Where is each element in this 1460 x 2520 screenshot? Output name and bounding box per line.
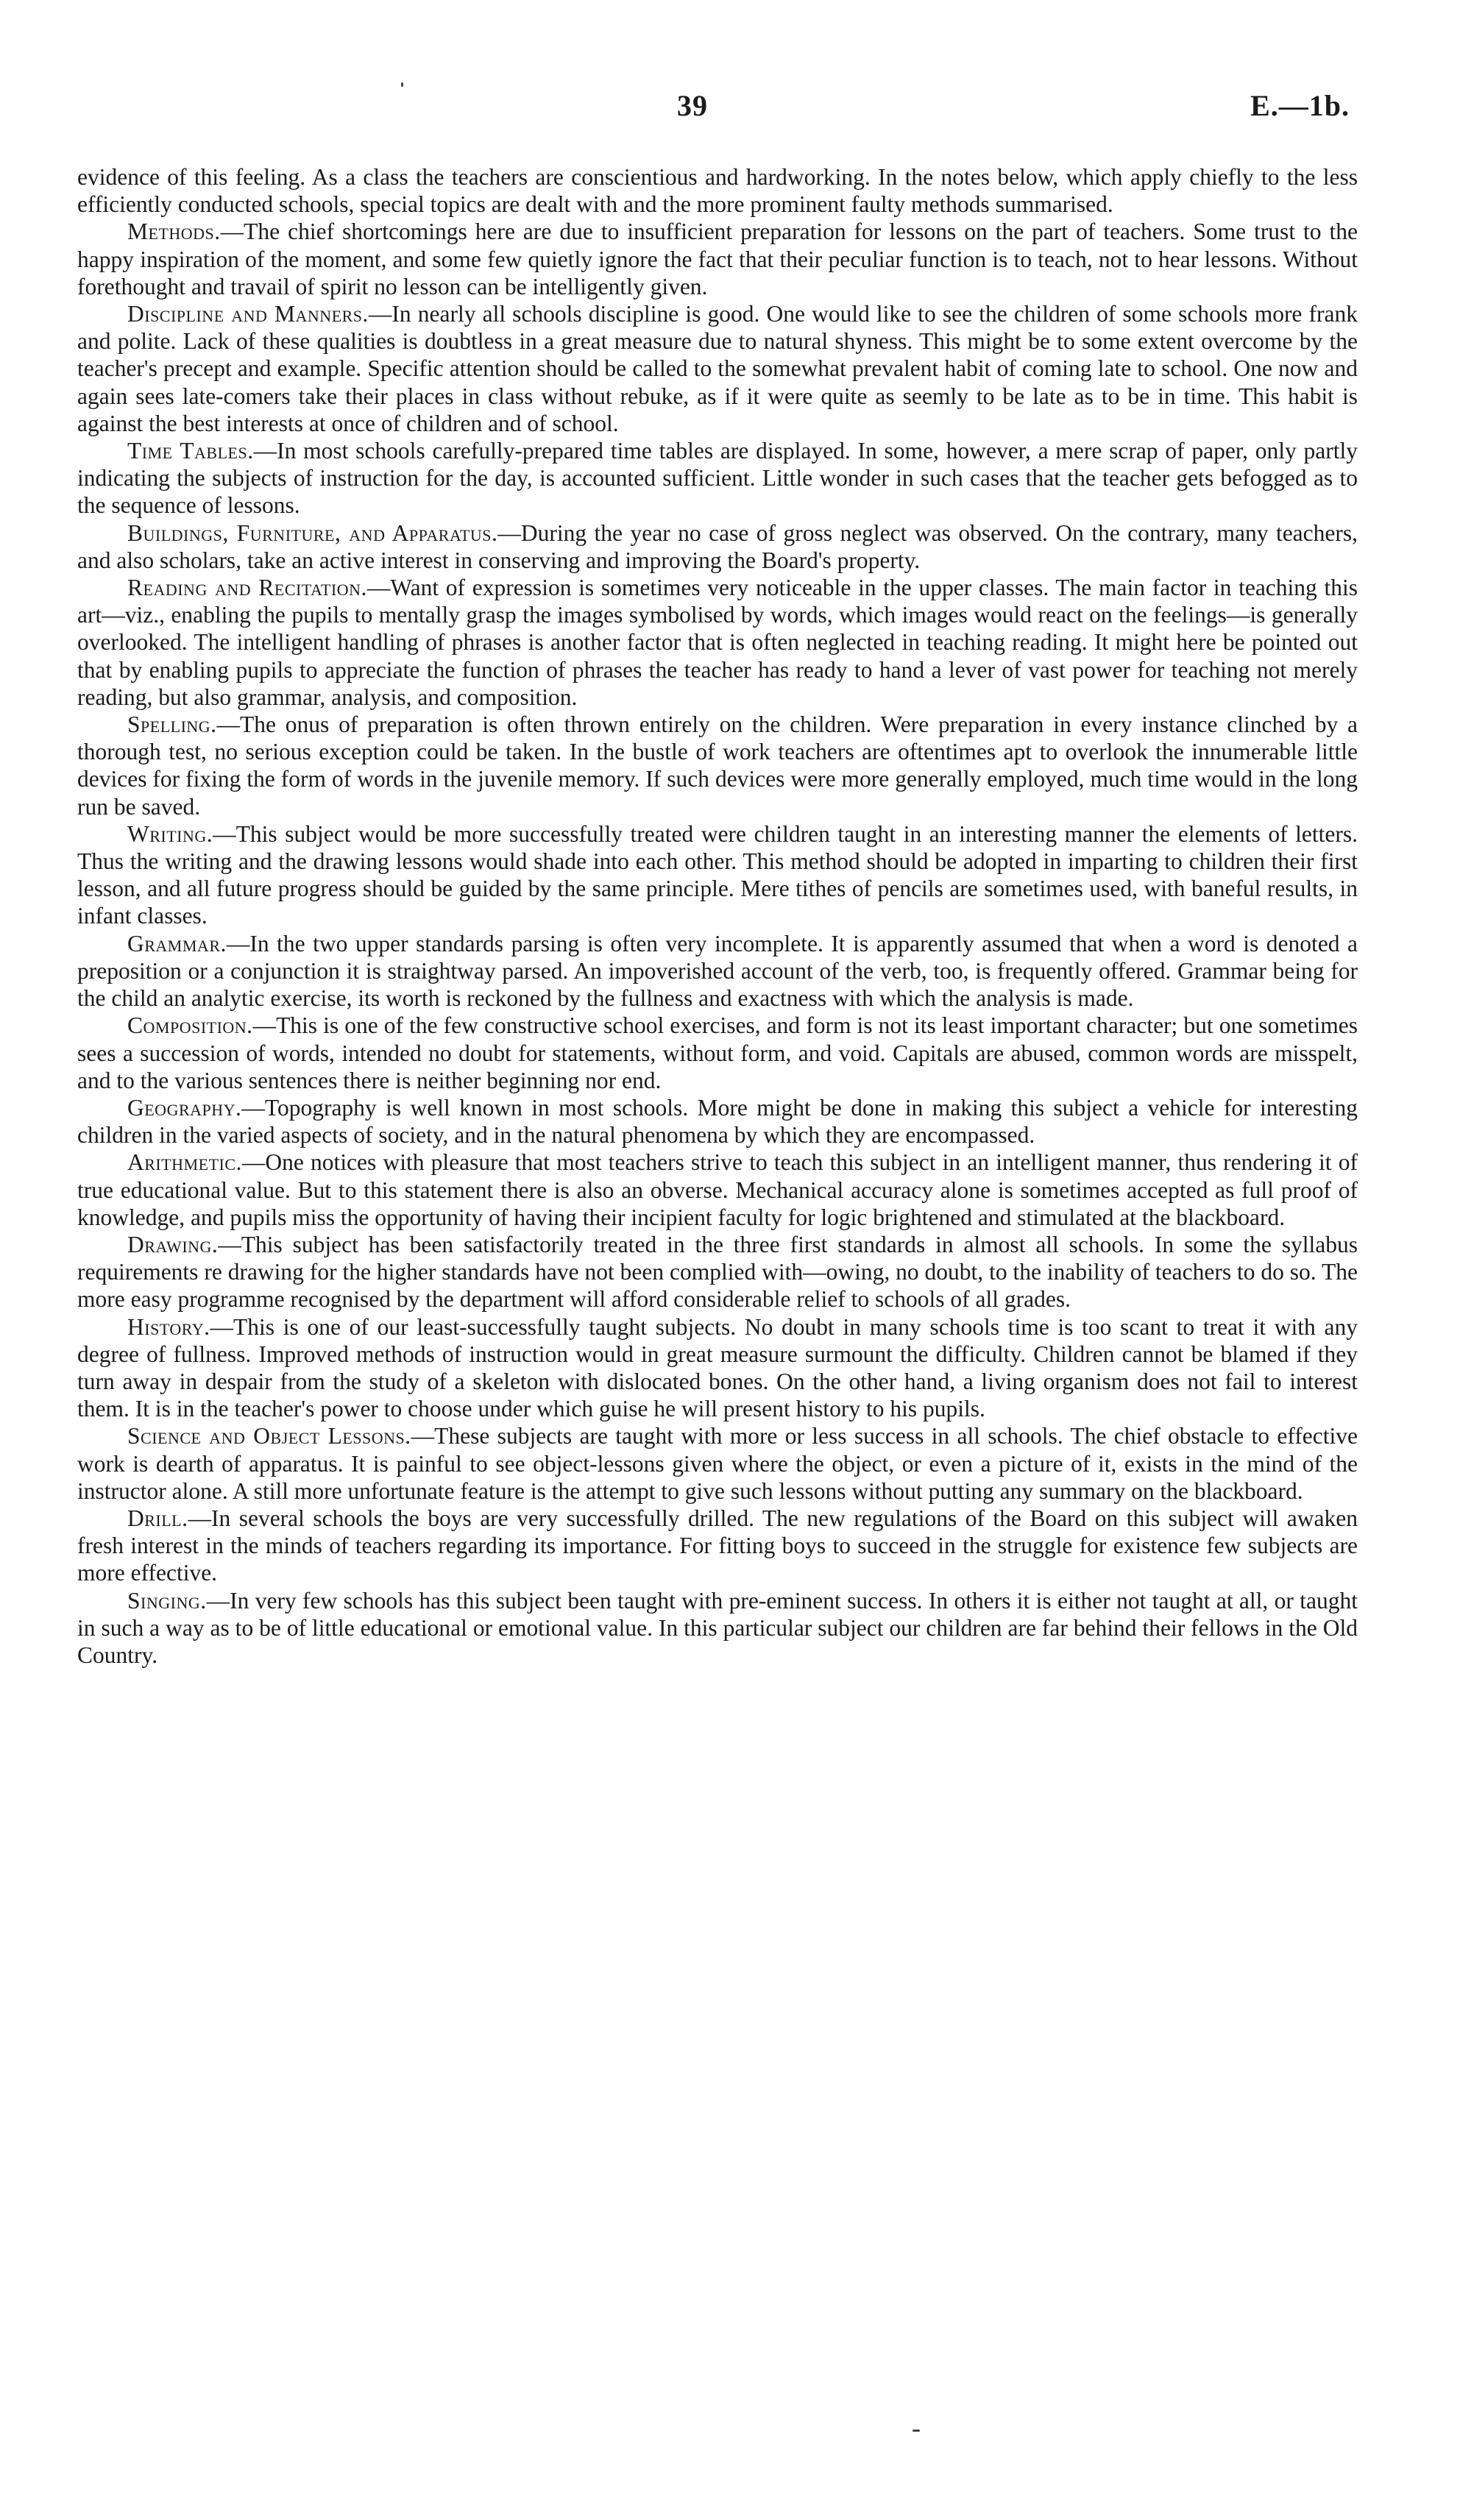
paragraph-text: evidence of this feeling. As a class the teachers are conscientious and hardworking. In the notes below, which apply chiefly to the less efficiently conducted schools, special topics are dealt with and the more prominent faulty methods summarised. xyxy=(77,164,1358,218)
section-heading: Reading and Recitation. xyxy=(127,575,367,601)
paragraph-text: —One notices with pleasure that most teachers strive to teach this subject in an intelligent manner, thus rendering it of true educational value. But to this statement there is also an obverse. Mechanical accuracy alone is sometimes accepted as full proof of knowledge, and pupils miss the opportunity of having their incipient faculty for logic brightened and stimulated at the blackboard. xyxy=(77,1149,1358,1230)
ink-speck xyxy=(912,2430,920,2432)
section-heading: History. xyxy=(127,1313,210,1340)
paragraph-time-tables xyxy=(77,437,1358,519)
paragraph-text: —This is one of our least-successfully taught subjects. No doubt in many schools time is too scant to treat it with any degree of fullness. Improved methods of instruction would in great measure surmount the difficulty. Children cannot be blamed if they turn away in despair from the study of a skeleton with dislocated bones. On the other hand, a living organism does not fail to interest them. It is in the teacher's power to choose under which guise he will present history to his pupils. xyxy=(77,1313,1358,1422)
section-heading: Spelling. xyxy=(127,711,217,738)
page-number: 39 xyxy=(677,89,708,122)
paragraph-drawing xyxy=(77,1231,1358,1313)
paragraph-text: —This subject would be more successfully treated were children taught in an interesting manner the elements of letters. Thus the writing and the drawing lessons would shade into each other. This method should be adopted in imparting to children their first lesson, and all future progress should be guided by the same principle. Mere tithes of pencils are sometimes used, with baneful results, in infant classes. xyxy=(77,820,1358,929)
section-heading: Composition. xyxy=(127,1012,253,1039)
section-heading: Singing. xyxy=(127,1587,207,1614)
paragraph-text: —In the two upper standards parsing is often very incomplete. It is apparently assumed that when a word is denoted a preposition or a conjunction it is straightway parsed. An impoverished account of the verb, too, is frequently offered. Grammar being for the child an analytic exercise, its worth is reckoned by the fullness and exactness with which the analysis is made. xyxy=(77,930,1358,1012)
section-heading: Grammar. xyxy=(127,930,227,956)
section-heading: Methods. xyxy=(127,219,221,245)
paragraph-text: —In nearly all schools discipline is good. One would like to see the children of some schools more frank and polite. Lack of these qualities is doubtless in a great measure due to natural shyness. This might be to some extent overcome by the teacher's precept and example. Specific attention should be called to the somewhat prevalent habit of coming late to school. One now and again sees late-comers take their places in class without rebuke, as if it were quite as seemly to be late as to be in time. This habit is against the best interests at once of children and of school. xyxy=(77,301,1358,436)
paragraph-buildings xyxy=(77,519,1358,574)
paragraph-composition xyxy=(77,1012,1358,1094)
paragraph-geography xyxy=(77,1094,1358,1149)
paragraph-grammar xyxy=(77,930,1358,1012)
section-heading: Time Tables. xyxy=(127,438,254,464)
paragraph-singing xyxy=(77,1587,1358,1669)
paragraph-text: —During the year no case of gross neglect was observed. On the contrary, many teachers, and also scholars, take an active interest in conserving and improving the Board's property. xyxy=(77,519,1358,573)
paragraph-text: —The onus of preparation is often thrown entirely on the children. Were preparation in every instance clinched by a thorough test, no serious exception could be taken. In the bustle of work teachers are oftentimes apt to overlook the innumerable little devices for fixing the form of words in the juvenile memory. If such devices were more generally employed, much time would in the long run be saved. xyxy=(77,711,1358,820)
paragraph-writing xyxy=(77,820,1358,930)
section-heading: Drawing. xyxy=(127,1231,219,1257)
paragraph-spelling xyxy=(77,711,1358,820)
ink-speck xyxy=(401,82,403,87)
section-heading: Discipline and Manners. xyxy=(127,301,369,327)
section-heading: Science and Object Lessons. xyxy=(127,1423,411,1449)
paragraph-text: —Topography is well known in most schools. More might be done in making this subject a vehicle for interesting children in the varied aspects of society, and in the natural phenomena by which they are encompassed. xyxy=(77,1094,1358,1149)
paragraph-drill xyxy=(77,1505,1358,1587)
paragraph-text: —In most schools carefully-prepared time tables are displayed. In some, however, a mere scrap of paper, only partly indicating the subjects of instruction for the day, is accounted sufficient. Little wonder in such cases that the teacher gets befogged as to the sequence of lessons. xyxy=(77,438,1358,519)
series-reference: E.—1b. xyxy=(1250,89,1350,122)
paragraph-text: —The chief shortcomings here are due to insufficient preparation for lessons on the part of teachers. Some trust to the happy inspiration of the moment, and some few quietly ignore the fact that their peculiar function is to teach, not to hear lessons. Without forethought and travail of spirit no lesson can be intelligently given. xyxy=(77,219,1358,299)
section-heading: Buildings, Furniture, and Apparatus. xyxy=(127,519,498,546)
paragraph-text: —In very few schools has this subject been taught with pre-eminent success. In others it is either not taught at all, or taught in such a way as to be of little educational or emotional value. In this particular subject our children are far behind their fellows in the Old Country. xyxy=(77,1587,1358,1668)
paragraph-text: —This is one of the few constructive school exercises, and form is not its least important character; but one sometimes sees a succession of words, intended no doubt for statements, without form, and void. Capitals are abused, common words are misspelt, and to the various sentences there is neither beginning nor end. xyxy=(77,1012,1358,1093)
paragraph-discipline xyxy=(77,300,1358,437)
section-heading: Arithmetic. xyxy=(127,1149,242,1176)
paragraph-intro xyxy=(77,163,1358,218)
paragraph-arithmetic xyxy=(77,1149,1358,1231)
paragraph-text: —This subject has been satisfactorily treated in the three first standards in almost all schools. In some the syllabus requirements re drawing for the higher standards have not been complied with—owing, no doubt, to the inability of teachers to do so. The more easy programme recognised by the department will afford considerable relief to schools of all grades. xyxy=(77,1231,1358,1313)
paragraph-science xyxy=(77,1422,1358,1505)
paragraph-history xyxy=(77,1313,1358,1423)
section-heading: Geography. xyxy=(127,1094,242,1121)
paragraph-methods xyxy=(77,218,1358,300)
section-heading: Drill. xyxy=(127,1505,188,1531)
report-body xyxy=(77,163,1358,1669)
section-heading: Writing. xyxy=(127,820,213,847)
page-header xyxy=(0,88,1460,132)
paragraph-reading xyxy=(77,574,1358,711)
paragraph-text: —In several schools the boys are very successfully drilled. The new regulations of the Board on this subject will awaken fresh interest in the minds of teachers regarding its importance. For fitting boys to succeed in the struggle for existence few subjects are more effective. xyxy=(77,1505,1358,1586)
paragraph-text: —These subjects are taught with more or less success in all schools. The chief obstacle to effective work is dearth of apparatus. It is painful to see object-lessons given where the object, or even a picture of it, exists in the mind of the instructor alone. A still more unfortunate feature is the attempt to give such lessons without putting any summary on the blackboard. xyxy=(77,1423,1358,1504)
paragraph-text: —Want of expression is sometimes very noticeable in the upper classes. The main factor in teaching this art—viz., enabling the pupils to mentally grasp the images symbolised by words, which images would react on the feelings—is generally overlooked. The intelligent handling of phrases is another factor that is often neglected in teaching reading. It might here be pointed out that by enabling pupils to appreciate the function of phrases the teacher has ready to hand a lever of vast power for teaching not merely reading, but also grammar, analysis, and composition. xyxy=(77,575,1358,710)
